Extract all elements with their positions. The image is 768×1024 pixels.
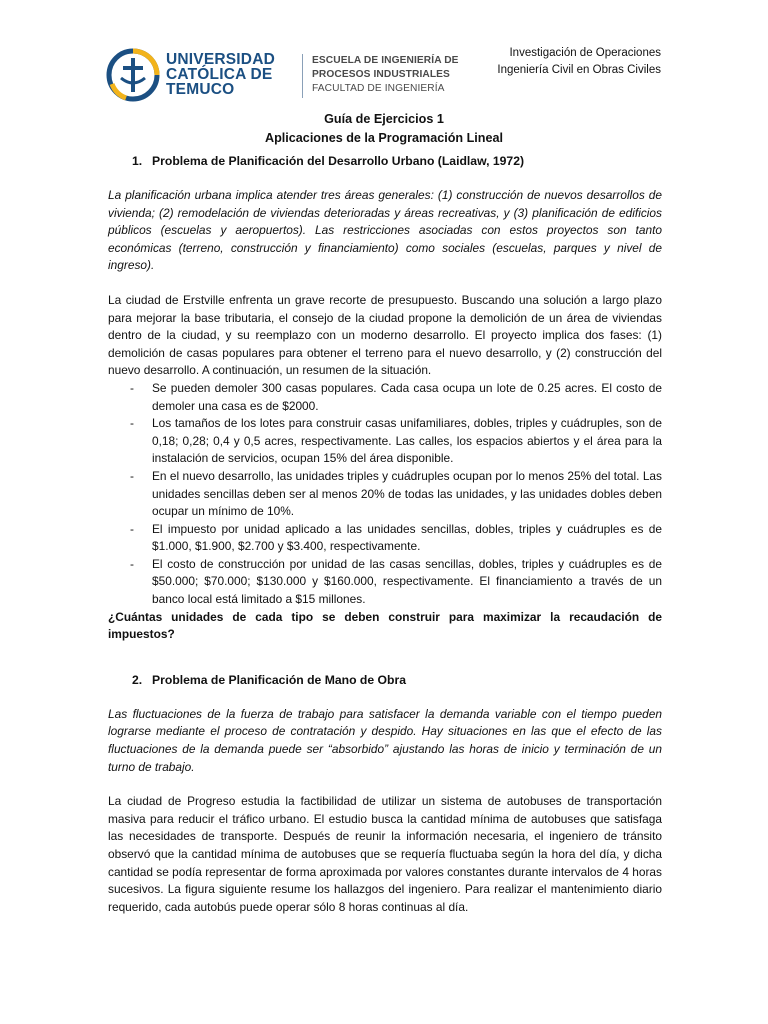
section-title: Problema de Planificación del Desarrollo Urbano (Laidlaw, 1972) bbox=[152, 154, 525, 168]
section-number: 2. bbox=[132, 672, 143, 687]
logo-divider bbox=[302, 54, 303, 98]
course-info bbox=[497, 45, 661, 78]
faculty-name: FACULTAD DE INGENIERÍA bbox=[312, 83, 445, 94]
section-2-body: La ciudad de Progreso estudia la factibilidad de utilizar un sistema de autobuses de transportación masiva para reducir el tráfico urbano. El estudio busca la cantidad mínima de autobuses que satisfaga las necesidades de transporte. Después de reunir la información necesaria, el ingeniero de tránsito observó que la cantidad mínima de autobuses que se requería fluctuaba según la hora del día, y dicha cantidad se podía representar de forma aproximada por valores constantes durante intervalos de 4 horas sucesivos. La figura siguiente resume los hallazgos del ingeniero. Para realizar el mantenimiento diario requerido, cada autobús puede operar sólo 8 horas continuas al día. bbox=[108, 794, 662, 914]
section-1-intro: La planificación urbana implica atender tres áreas generales: (1) construcción de nuevos desarrollos de vivienda; (2) remodelación de viviendas deterioradas y áreas recreativas, y (3) planificación de edificios públicos (escuelas y aeropuertos). Las restricciones asociadas con estos proyectos son tanto económicas (terreno, construcción y financiamiento) como sociales (escuelas, parques y nivel de ingreso). bbox=[108, 188, 662, 273]
university-emblem-icon bbox=[106, 48, 160, 102]
section-1-body: La ciudad de Erstville enfrenta un grave recorte de presupuesto. Buscando una solución a largo plazo para mejorar la base tributaria, el consejo de la ciudad propone la demolición de un área de viviendas dentro de la ciudad, y su reemplazo con un moderno desarrollo. El proyecto implica dos fases: (1) demolición de casas populares para obtener el terreno para el nuevo desarrollo, y (2) construcción del nuevo desarrollo. A continuación, un resumen de la situación. bbox=[108, 292, 662, 378]
list-item: - Los tamaños de los lotes para construir casas unifamiliares, dobles, triples y cuádruples, son de 0,18; 0,28; 0,4 y 0,5 acres, respectivamente. Las calles, los espacios abiertos y el área para la instalación de servicios, ocupan 15% del área disponible. bbox=[130, 416, 662, 466]
course-name: Investigación de Operaciones bbox=[509, 47, 661, 59]
list-item: - Se pueden demoler 300 casas populares. Cada casa ocupa un lote de 0.25 acres. El costo de demoler una casa es de $2000. bbox=[130, 380, 662, 413]
section-2-heading bbox=[108, 671, 662, 689]
section-1-heading bbox=[108, 152, 662, 170]
list-item: - El impuesto por unidad aplicado a las unidades sencillas, dobles, triples y cuádruples es de $1.000, $1.900, $2.700 y $3.400, respectivamente. bbox=[130, 521, 662, 554]
section-1-list bbox=[108, 380, 662, 609]
document-body bbox=[108, 152, 662, 916]
title-line-1: Guía de Ejercicios 1 bbox=[324, 112, 444, 126]
section-number: 1. bbox=[132, 154, 143, 168]
university-name: UNIVERSIDAD CATÓLICA DE TEMUCO bbox=[166, 51, 275, 98]
school-name: ESCUELA DE INGENIERÍA DE PROCESOS INDUSTRIALES FACULTAD DE INGENIERÍA bbox=[312, 54, 512, 96]
section-2-intro: Las fluctuaciones de la fuerza de trabajo para satisfacer la demanda variable con el tiempo pueden lograrse mediante el proceso de contratación y despido. Hay situaciones en las que el efecto de las fluctuaciones de la demanda puede ser “absorbido” ajustando las horas de inicio y terminación de un turno de trabajo. bbox=[108, 706, 662, 774]
list-item: - En el nuevo desarrollo, las unidades triples y cuádruples ocupan por lo menos 25% del total. Las unidades sencillas deben ser al menos 20% de todas las unidades, y las unidades dobles deben ocupar un mínimo de 10%. bbox=[130, 468, 662, 519]
list-item: - El costo de construcción por unidad de las casas sencillas, dobles, triples y cuádruples es de $50.000; $70.000; $130.000 y $160.000, respectivamente. El financiamiento a través de un banco local está limitado a $15 millones. bbox=[130, 556, 662, 607]
university-logo bbox=[106, 46, 459, 108]
document-title bbox=[0, 110, 768, 148]
title-line-2: Aplicaciones de la Programación Lineal bbox=[265, 131, 503, 145]
section-title: Problema de Planificación de Mano de Obra bbox=[152, 672, 406, 687]
section-1-question: ¿Cuántas unidades de cada tipo se deben construir para maximizar la recaudación de impuestos? bbox=[108, 609, 662, 642]
program-name: Ingeniería Civil en Obras Civiles bbox=[497, 63, 661, 76]
